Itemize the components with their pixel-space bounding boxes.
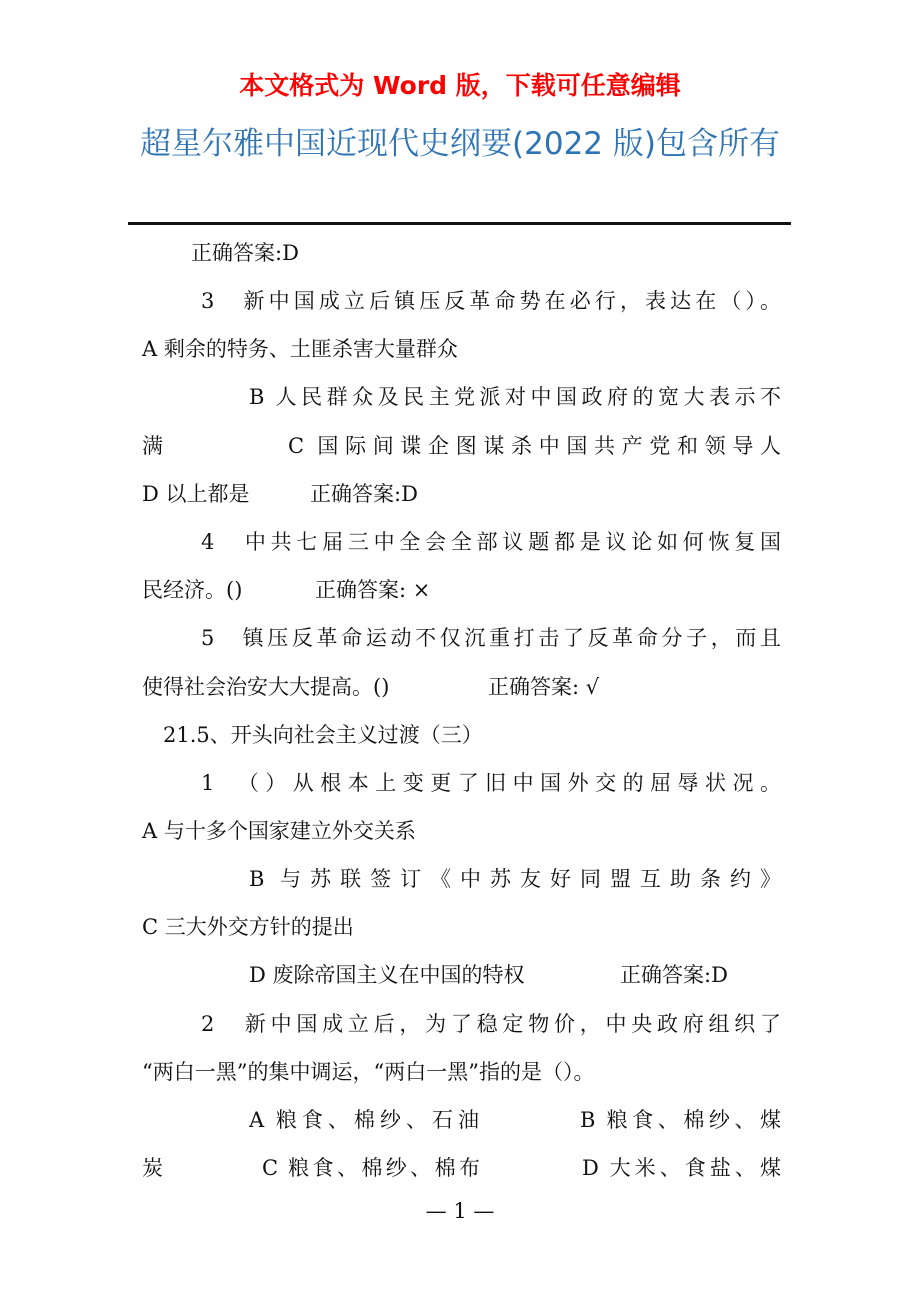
question-4: 4 中共七届三中全会全部议题都是议论如何恢复国	[201, 530, 781, 554]
option-a: A 与十多个国家建立外交关系	[142, 819, 416, 843]
document-title: 超星尔雅中国近现代史纲要(2022 版)包含所有	[140, 126, 780, 162]
header-rule	[128, 222, 791, 225]
option-b: B 与苏联签订《中苏友好同盟互助条约》	[249, 867, 781, 891]
section-heading: 21.5、开头向社会主义过渡（三）	[163, 723, 483, 747]
question-5: 5 镇压反革命运动不仅沉重打击了反革命分子，而且	[201, 626, 781, 650]
option-a: A 剩余的特务、土匪杀害大量群众	[142, 337, 458, 361]
answer-line: 正确答案: ×	[315, 578, 431, 602]
page-number: — 1 —	[425, 1199, 495, 1223]
option-b: B 粮食、棉纱、煤	[580, 1108, 781, 1132]
option-c: C 三大外交方针的提出	[142, 915, 354, 939]
question-1: 1 （）从根本上变更了旧中国外交的屈辱状况。	[201, 771, 781, 795]
option-c: C 粮食、棉纱、棉布	[262, 1156, 480, 1180]
option-b-continued: 炭	[142, 1156, 163, 1180]
question-2: 2 新中国成立后，为了稳定物价，中央政府组织了	[201, 1012, 781, 1036]
option-a: A 粮食、棉纱、石油	[249, 1108, 479, 1132]
option-d: D 以上都是	[142, 482, 250, 506]
option-d: D 大米、食盐、煤	[582, 1156, 781, 1180]
option-c: C 国际间谍企图谋杀中国共产党和领导人	[288, 434, 781, 458]
option-b: B 人民群众及民主党派对中国政府的宽大表示不	[249, 385, 781, 409]
question-4-continued: 民经济。()	[142, 578, 243, 602]
question-3: 3 新中国成立后镇压反革命势在必行，表达在（）。	[201, 289, 781, 313]
question-5-continued: 使得社会治安大大提高。()	[142, 675, 390, 699]
answer-line: 正确答案: √	[488, 675, 600, 699]
answer-line: 正确答案:D	[620, 963, 728, 987]
answer-line: 正确答案:D	[310, 482, 418, 506]
editable-notice-banner: 本文格式为 Word 版，下载可任意编辑	[239, 71, 681, 100]
option-b-continued: 满	[142, 434, 163, 458]
answer-line: 正确答案:D	[191, 241, 299, 265]
question-2-continued: “两白一黑”的集中调运，“两白一黑”指的是（）。	[142, 1060, 595, 1084]
option-d: D 废除帝国主义在中国的特权	[249, 963, 525, 987]
